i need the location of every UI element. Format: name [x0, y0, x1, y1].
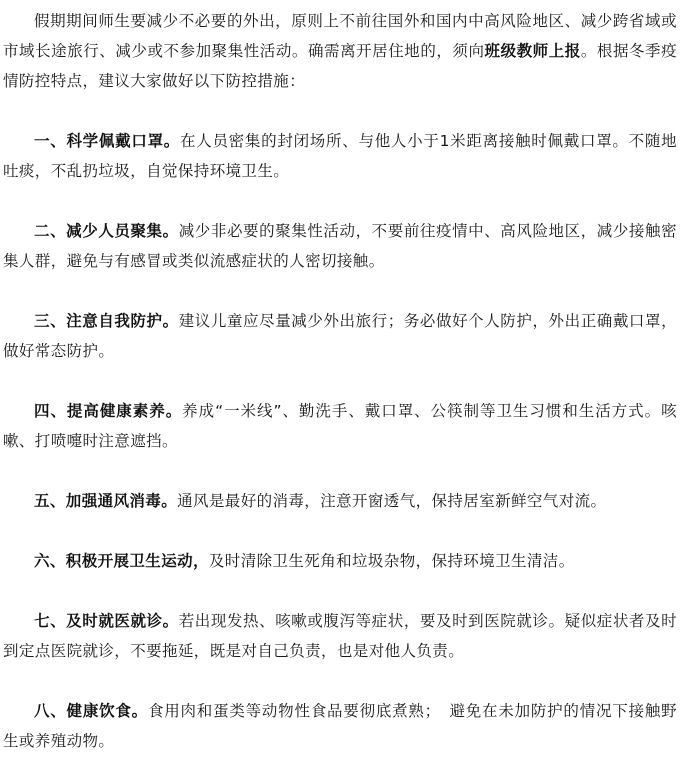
measure-title: 六、积极开展卫生运动， — [34, 552, 209, 570]
measure-item-1 — [3, 126, 677, 186]
document-body — [3, 6, 677, 756]
measure-title: 五、加强通风消毒。 — [34, 492, 178, 510]
measure-body: 减少非必要的聚集性活动，不要前往疫情中、高风险地区，减少接触密集人群，避免与有感冒或类似流感症状的人密切接触。 — [3, 222, 677, 270]
measure-body: 及时清除卫生死角和垃圾杂物，保持环境卫生清洁。 — [208, 552, 575, 570]
measure-body: 若出现发热、咳嗽或腹泻等症状，要及时到医院就诊。疑似症状者及时到定点医院就诊，不要拖延，既是对自己负责，也是对他人负责。 — [3, 612, 677, 660]
measure-title: 二、减少人员聚集。 — [34, 222, 179, 240]
intro-after-text: 。根据冬季疫情防控特点，建议大家做好以下防控措施： — [3, 42, 677, 90]
measure-title: 四、提高健康素养。 — [34, 402, 183, 420]
intro-text: 假期期间师生要减少不必要的外出，原则上不前往国外和国内中高风险地区、减少跨省域或市域长途旅行、减少或不参加聚集性活动。确需离开居住地的，须向 — [3, 12, 677, 60]
measure-title: 三、注意自我防护。 — [34, 312, 179, 330]
measure-title: 七、及时就医就诊。 — [34, 612, 179, 630]
measure-item-2 — [3, 216, 677, 276]
measure-item-4 — [3, 396, 677, 456]
measure-title: 八、健康饮食。 — [34, 702, 148, 720]
measure-item-5 — [3, 486, 677, 516]
measure-body: 食用肉和蛋类等动物性食品要彻底煮熟； 避免在未加防护的情况下接触野生或养殖动物。 — [3, 702, 677, 750]
measure-item-7 — [3, 606, 677, 666]
intro-paragraph — [3, 6, 677, 96]
measure-title: 一、科学佩戴口罩。 — [34, 132, 181, 150]
measure-body: 在人员密集的封闭场所、与他人小于1米距离接触时佩戴口罩。不随地吐痰，不乱扔垃圾，自觉保持环境卫生。 — [3, 132, 677, 180]
measure-body: 通风是最好的消毒，注意开窗透气，保持居室新鲜空气对流。 — [177, 492, 607, 510]
measure-body: 建议儿童应尽量减少外出旅行；务必做好个人防护，外出正确戴口罩，做好常态防护。 — [3, 312, 677, 360]
measure-item-6 — [3, 546, 677, 576]
measure-item-3 — [3, 306, 677, 366]
intro-emphasis: 班级教师上报 — [484, 42, 581, 60]
measure-item-8 — [3, 696, 677, 756]
measure-body: 养成“一米线”、勤洗手、戴口罩、公筷制等卫生习惯和生活方式。咳嗽、打喷嚏时注意遮挡。 — [3, 402, 677, 450]
